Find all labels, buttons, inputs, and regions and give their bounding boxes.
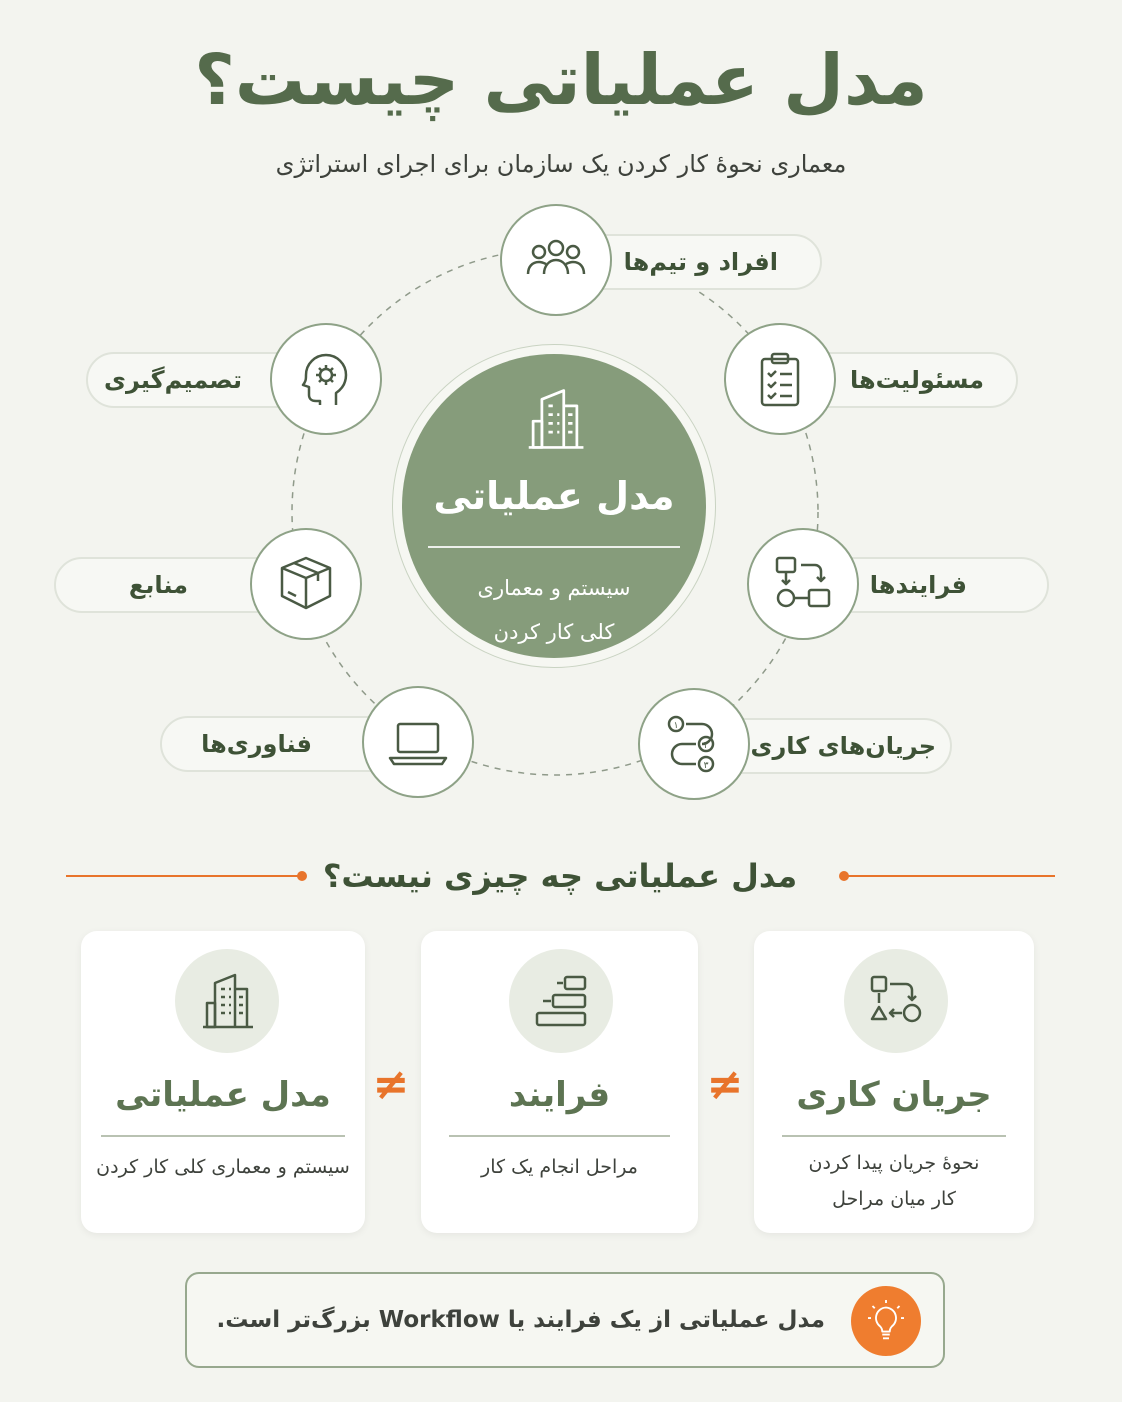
svg-text:٣: ٣ <box>703 761 709 771</box>
svg-text:١: ١ <box>673 721 679 731</box>
clipboard-checklist-icon <box>748 347 812 411</box>
laptop-icon <box>386 710 450 774</box>
node-technologies <box>362 686 474 798</box>
lightbulb-icon <box>862 1297 910 1345</box>
node-workflows <box>638 688 750 800</box>
process-flow-icon <box>771 552 835 616</box>
page-subtitle: معماری نحوهٔ کار کردن یک سازمان برای اجرای استراتژی <box>275 150 847 178</box>
operating-model-hub <box>392 344 716 668</box>
component-technologies: فناوری‌ها <box>160 716 420 772</box>
box-icon <box>274 552 338 616</box>
not-equal-sign: ≠ <box>372 1059 410 1110</box>
component-workflows: جریان‌های کاری <box>700 718 952 774</box>
card-operating-model: مدل عملیاتی سیستم و معماری کلی کار کردن <box>81 931 365 1233</box>
flow-diagram-icon <box>864 969 928 1033</box>
component-decision-making: تصمیم‌گیری <box>86 352 326 408</box>
not-equal-sign: ≠ <box>706 1059 744 1110</box>
component-people-teams: افراد و تیم‌ها <box>560 234 822 290</box>
center-divider <box>428 546 680 548</box>
node-processes <box>747 528 859 640</box>
note-box <box>185 1272 945 1368</box>
people-group-icon <box>524 228 588 292</box>
building-icon <box>520 384 590 454</box>
svg-text:٢: ٢ <box>703 741 709 751</box>
note-text: مدل عملیاتی از یک فرایند یا Workflow بزرگ‌تر است. <box>216 1307 825 1333</box>
center-title: مدل عملیاتی <box>433 474 675 518</box>
page-title: مدل عملیاتی چیست؟ <box>194 39 928 121</box>
node-resources <box>250 528 362 640</box>
workflow-steps-icon <box>662 712 726 776</box>
node-people <box>500 204 612 316</box>
component-processes: فرایندها <box>805 557 1049 613</box>
section-title: مدل عملیاتی چه چیزی نیست؟ <box>322 857 798 895</box>
steps-stack-icon <box>529 969 593 1033</box>
building-icon <box>195 969 259 1033</box>
component-responsibilities: مسئولیت‌ها <box>780 352 1018 408</box>
head-gear-icon <box>294 347 358 411</box>
node-responsibilities <box>724 323 836 435</box>
component-resources: منابع <box>54 557 308 613</box>
card-process: فرایند مراحل انجام یک کار <box>421 931 698 1233</box>
node-decision-making <box>270 323 382 435</box>
center-description: سیستم و معماری کلی کار کردن <box>477 576 631 644</box>
card-workflow: جریان کاری نحوهٔ جریان پیدا کردن کار میان مراحل <box>754 931 1034 1233</box>
